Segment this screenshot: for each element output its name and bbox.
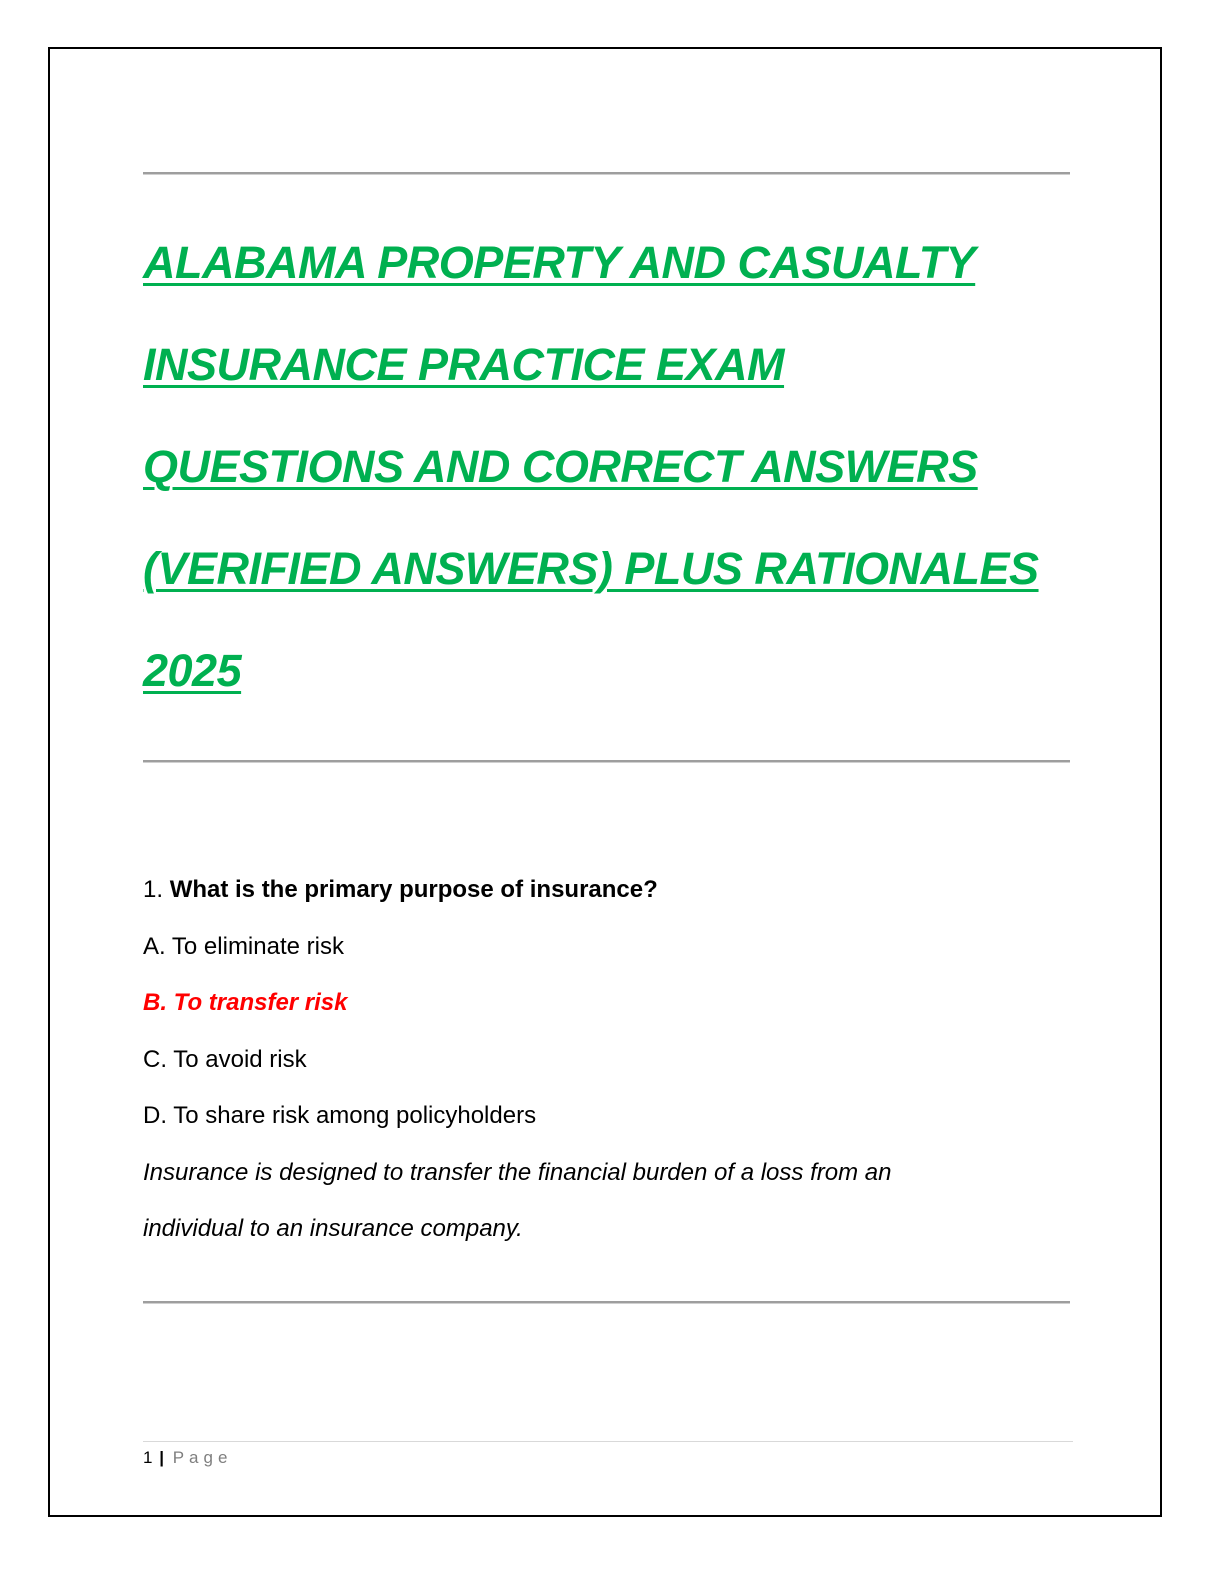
footer-divider bbox=[143, 1441, 1073, 1442]
answer-option-a: A. To eliminate risk bbox=[143, 932, 344, 960]
document-title bbox=[143, 212, 1083, 722]
page-number: 1 bbox=[143, 1448, 153, 1467]
question-stem bbox=[143, 862, 1083, 919]
question-block bbox=[143, 862, 1083, 1258]
answer-option-b-correct: B. To transfer risk bbox=[143, 989, 348, 1016]
page-label: Page bbox=[172, 1448, 233, 1467]
question-text: What is the primary purpose of insurance? bbox=[169, 876, 658, 903]
question-number: 1. bbox=[143, 876, 164, 903]
page-footer bbox=[143, 1447, 232, 1469]
bottom-horizontal-rule bbox=[143, 1301, 1070, 1303]
title-line: INSURANCE PRACTICE EXAM bbox=[143, 339, 785, 390]
rationale-line: Insurance is designed to transfer the financial burden of a loss from an bbox=[143, 1158, 892, 1186]
answer-option-d: D. To share risk among policyholders bbox=[143, 1102, 537, 1129]
title-line: 2025 bbox=[143, 645, 242, 696]
title-line: ALABAMA PROPERTY AND CASUALTY bbox=[143, 237, 976, 288]
top-horizontal-rule bbox=[143, 172, 1070, 174]
title-line: QUESTIONS AND CORRECT ANSWERS bbox=[143, 441, 978, 492]
footer-separator: | bbox=[159, 1448, 164, 1467]
rationale-line: individual to an insurance company. bbox=[143, 1215, 523, 1242]
middle-horizontal-rule bbox=[143, 760, 1070, 762]
answer-option-c: C. To avoid risk bbox=[143, 1045, 307, 1073]
title-line: (VERIFIED ANSWERS) PLUS RATIONALES bbox=[143, 543, 1039, 594]
